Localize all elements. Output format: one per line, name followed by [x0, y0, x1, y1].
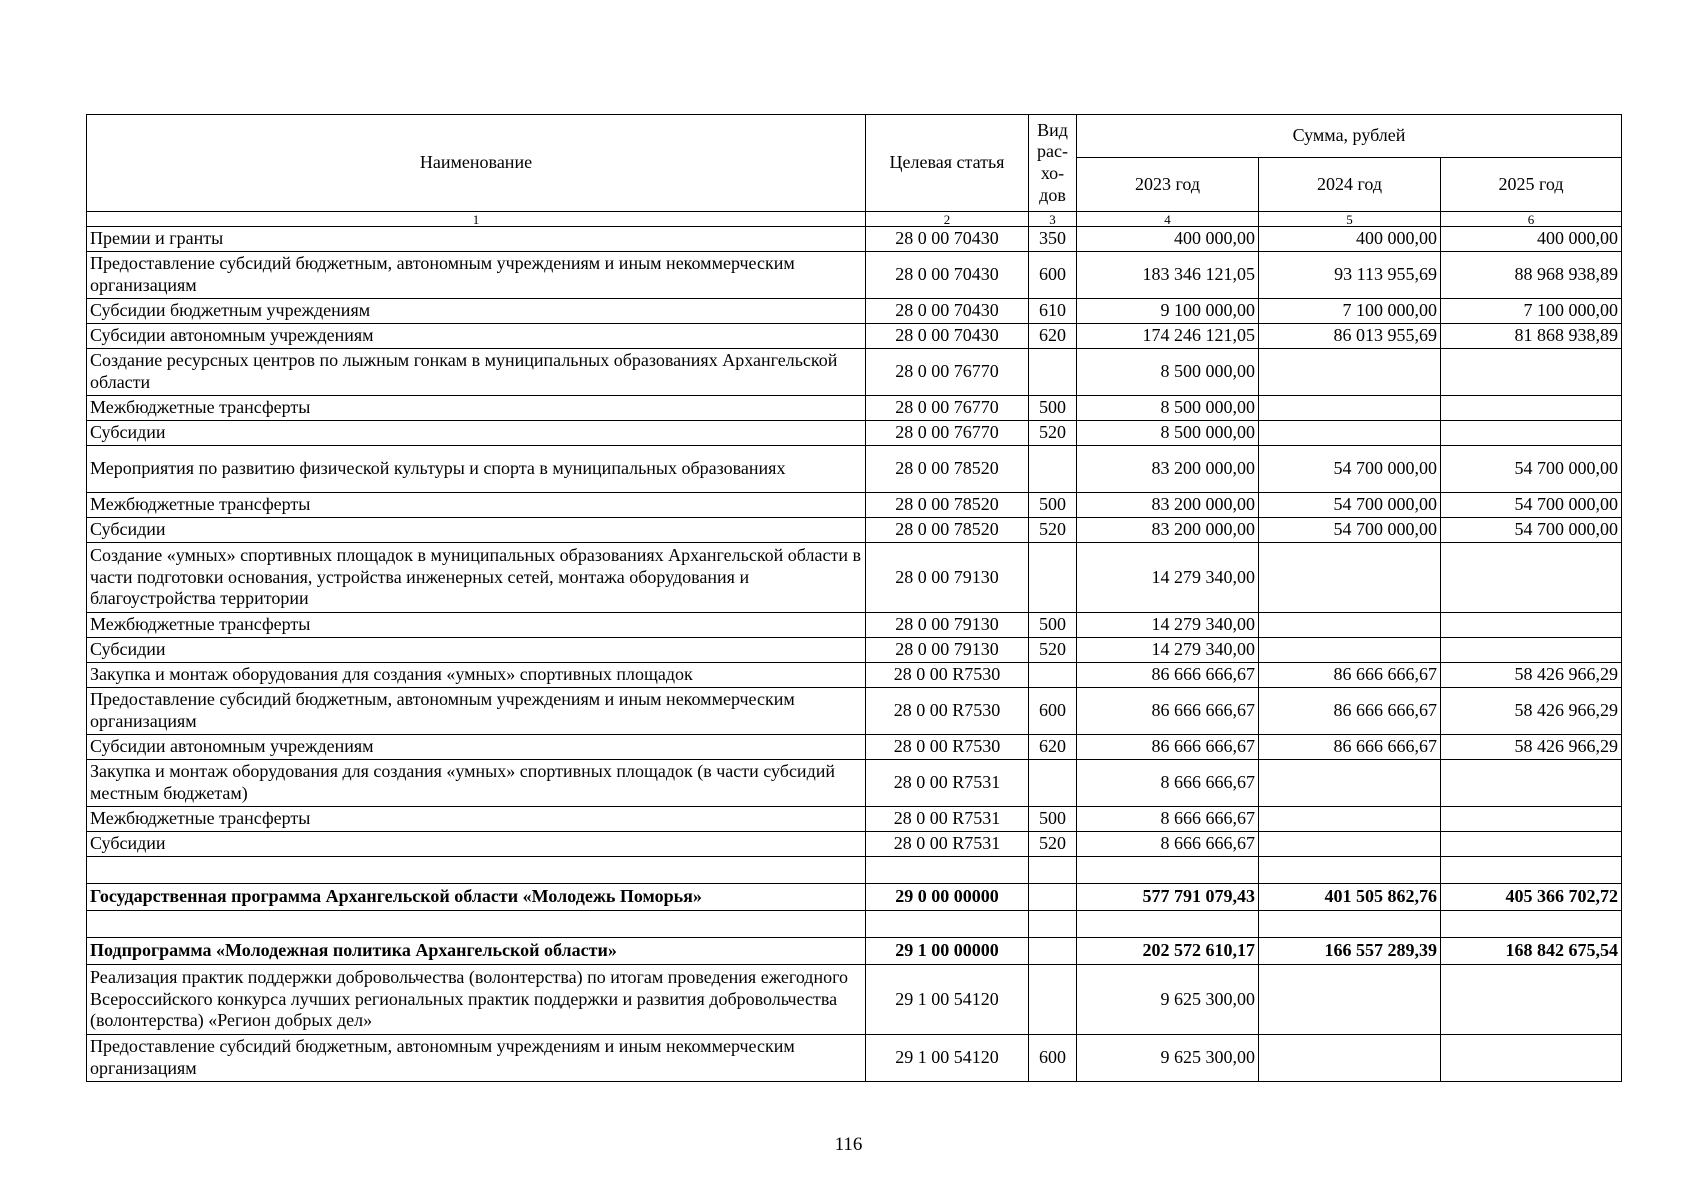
row-code: 29 0 00 00000	[866, 884, 1029, 911]
row-code: 28 0 00 76770	[866, 421, 1029, 446]
row-sum-2024: 54 700 000,00	[1259, 518, 1441, 543]
row-sum-2023: 14 279 340,00	[1077, 613, 1259, 638]
program-total-row	[87, 884, 1622, 911]
header-year-2023: 2023 год	[1077, 158, 1259, 212]
row-sum-2023: 8 666 666,67	[1077, 760, 1259, 807]
table-row	[87, 965, 1622, 1035]
row-code: 28 0 00 R7530	[866, 735, 1029, 760]
row-type: 600	[1029, 688, 1077, 735]
row-sum-2025	[1441, 965, 1622, 1035]
table-row	[87, 324, 1622, 349]
row-code: 28 0 00 R7531	[866, 760, 1029, 807]
row-sum-2025: 54 700 000,00	[1441, 518, 1622, 543]
row-type: 610	[1029, 299, 1077, 324]
row-type	[1029, 446, 1077, 493]
row-code: 28 0 00 R7531	[866, 807, 1029, 832]
row-type	[1029, 349, 1077, 396]
row-sum-2025: 168 842 675,54	[1441, 938, 1622, 965]
row-name: Реализация практик поддержки добровольчества (волонтерства) по итогам проведения ежегодного Всероссийского конкурса лучших региональных практик поддержки и развития добровольчества (волонтерства) «Регион добрых дел»	[87, 965, 866, 1035]
row-sum-2024	[1259, 349, 1441, 396]
row-name: Межбюджетные трансферты	[87, 613, 866, 638]
table-row	[87, 493, 1622, 518]
row-sum-2024	[1259, 421, 1441, 446]
table-row	[87, 446, 1622, 493]
row-sum-2023: 14 279 340,00	[1077, 543, 1259, 613]
row-sum-2023: 9 625 300,00	[1077, 965, 1259, 1035]
row-sum-2024	[1259, 638, 1441, 663]
row-sum-2024: 86 666 666,67	[1259, 663, 1441, 688]
row-sum-2023: 8 666 666,67	[1077, 807, 1259, 832]
row-sum-2023: 8 500 000,00	[1077, 396, 1259, 421]
row-sum-2025	[1441, 760, 1622, 807]
table-row	[87, 396, 1622, 421]
row-name: Субсидии автономным учреждениям	[87, 324, 866, 349]
row-code: 28 0 00 R7530	[866, 663, 1029, 688]
row-sum-2023: 86 666 666,67	[1077, 663, 1259, 688]
table-row	[87, 349, 1622, 396]
row-sum-2023: 400 000,00	[1077, 227, 1259, 252]
row-code: 28 0 00 76770	[866, 396, 1029, 421]
row-code: 28 0 00 70430	[866, 299, 1029, 324]
row-code: 28 0 00 78520	[866, 493, 1029, 518]
row-type: 520	[1029, 421, 1077, 446]
table-row	[87, 688, 1622, 735]
row-sum-2025	[1441, 1035, 1622, 1082]
table-row	[87, 421, 1622, 446]
row-sum-2024: 400 000,00	[1259, 227, 1441, 252]
row-sum-2025	[1441, 543, 1622, 613]
row-sum-2023: 14 279 340,00	[1077, 638, 1259, 663]
table-row	[87, 807, 1622, 832]
row-sum-2025: 7 100 000,00	[1441, 299, 1622, 324]
row-name: Субсидии	[87, 638, 866, 663]
row-name: Предоставление субсидий бюджетным, автономным учреждениям и иным некоммерческим организациям	[87, 1035, 866, 1082]
row-sum-2024	[1259, 396, 1441, 421]
table-row	[87, 543, 1622, 613]
row-type	[1029, 938, 1077, 965]
row-sum-2025	[1441, 421, 1622, 446]
row-type: 600	[1029, 252, 1077, 299]
row-type	[1029, 965, 1077, 1035]
header-code: Целевая статья	[866, 115, 1029, 212]
row-code: 28 0 00 76770	[866, 349, 1029, 396]
row-sum-2025	[1441, 832, 1622, 857]
row-sum-2024: 54 700 000,00	[1259, 493, 1441, 518]
row-type: 350	[1029, 227, 1077, 252]
table-row	[87, 252, 1622, 299]
row-code: 28 0 00 70430	[866, 324, 1029, 349]
row-type	[1029, 884, 1077, 911]
row-sum-2025: 405 366 702,72	[1441, 884, 1622, 911]
table-body	[87, 227, 1622, 1082]
row-type: 620	[1029, 735, 1077, 760]
table-row	[87, 663, 1622, 688]
table-row	[87, 518, 1622, 543]
header-type: Вид рас-хо-дов	[1029, 115, 1077, 212]
table-row	[87, 299, 1622, 324]
row-sum-2025: 88 968 938,89	[1441, 252, 1622, 299]
row-type: 520	[1029, 518, 1077, 543]
row-type	[1029, 543, 1077, 613]
row-type: 620	[1029, 324, 1077, 349]
row-sum-2025	[1441, 613, 1622, 638]
row-code: 28 0 00 79130	[866, 638, 1029, 663]
row-sum-2025: 54 700 000,00	[1441, 446, 1622, 493]
row-name: Создание ресурсных центров по лыжным гонкам в муниципальных образованиях Архангельской области	[87, 349, 866, 396]
row-name: Государственная программа Архангельской области «Молодежь Поморья»	[87, 884, 866, 911]
row-code: 29 1 00 54120	[866, 965, 1029, 1035]
row-type: 520	[1029, 832, 1077, 857]
row-name: Субсидии бюджетным учреждениям	[87, 299, 866, 324]
row-name: Закупка и монтаж оборудования для создания «умных» спортивных площадок (в части субсидий местным бюджетам)	[87, 760, 866, 807]
row-sum-2023: 8 666 666,67	[1077, 832, 1259, 857]
row-sum-2025: 58 426 966,29	[1441, 735, 1622, 760]
row-sum-2024	[1259, 1035, 1441, 1082]
row-code: 28 0 00 70430	[866, 227, 1029, 252]
table-row	[87, 227, 1622, 252]
row-name: Предоставление субсидий бюджетным, автономным учреждениям и иным некоммерческим организациям	[87, 252, 866, 299]
row-sum-2024	[1259, 760, 1441, 807]
row-sum-2025: 58 426 966,29	[1441, 663, 1622, 688]
row-sum-2024	[1259, 613, 1441, 638]
row-sum-2023: 83 200 000,00	[1077, 446, 1259, 493]
row-code: 28 0 00 78520	[866, 518, 1029, 543]
row-sum-2024: 54 700 000,00	[1259, 446, 1441, 493]
table-row	[87, 638, 1622, 663]
row-sum-2025	[1441, 807, 1622, 832]
row-type: 500	[1029, 613, 1077, 638]
row-sum-2023: 183 346 121,05	[1077, 252, 1259, 299]
row-code: 29 1 00 54120	[866, 1035, 1029, 1082]
row-name: Межбюджетные трансферты	[87, 807, 866, 832]
column-number: 3	[1029, 212, 1077, 227]
header-name: Наименование	[87, 115, 866, 212]
row-type: 520	[1029, 638, 1077, 663]
row-sum-2025	[1441, 396, 1622, 421]
row-sum-2024: 86 666 666,67	[1259, 688, 1441, 735]
row-sum-2024: 401 505 862,76	[1259, 884, 1441, 911]
row-sum-2024: 166 557 289,39	[1259, 938, 1441, 965]
column-number: 5	[1259, 212, 1441, 227]
row-sum-2025: 400 000,00	[1441, 227, 1622, 252]
page-number: 116	[834, 1134, 863, 1155]
table-row	[87, 760, 1622, 807]
row-type: 500	[1029, 396, 1077, 421]
row-sum-2024	[1259, 965, 1441, 1035]
row-code: 28 0 00 R7531	[866, 832, 1029, 857]
row-sum-2025: 54 700 000,00	[1441, 493, 1622, 518]
column-number: 2	[866, 212, 1029, 227]
row-sum-2025: 58 426 966,29	[1441, 688, 1622, 735]
row-name: Закупка и монтаж оборудования для создания «умных» спортивных площадок	[87, 663, 866, 688]
row-type	[1029, 760, 1077, 807]
row-sum-2023: 9 100 000,00	[1077, 299, 1259, 324]
blank-row	[87, 857, 1622, 884]
table-header	[87, 115, 1622, 227]
row-name: Создание «умных» спортивных площадок в муниципальных образованиях Архангельской области в части подготовки основания, устройства инженерных сетей, монтажа оборудования и благоустройства территории	[87, 543, 866, 613]
row-sum-2024	[1259, 832, 1441, 857]
column-number: 6	[1441, 212, 1622, 227]
row-code: 28 0 00 78520	[866, 446, 1029, 493]
row-sum-2025	[1441, 638, 1622, 663]
table-row	[87, 1035, 1622, 1082]
row-name: Субсидии	[87, 421, 866, 446]
row-type: 500	[1029, 493, 1077, 518]
row-name: Подпрограмма «Молодежная политика Архангельской области»	[87, 938, 866, 965]
row-code: 28 0 00 70430	[866, 252, 1029, 299]
row-name: Межбюджетные трансферты	[87, 493, 866, 518]
header-year-2025: 2025 год	[1441, 158, 1622, 212]
table-row	[87, 735, 1622, 760]
budget-table	[86, 114, 1622, 1082]
blank-row	[87, 911, 1622, 938]
row-sum-2023: 577 791 079,43	[1077, 884, 1259, 911]
row-code: 28 0 00 79130	[866, 543, 1029, 613]
row-sum-2023: 174 246 121,05	[1077, 324, 1259, 349]
row-sum-2023: 8 500 000,00	[1077, 349, 1259, 396]
row-sum-2024: 86 013 955,69	[1259, 324, 1441, 349]
row-sum-2023: 202 572 610,17	[1077, 938, 1259, 965]
row-name: Предоставление субсидий бюджетным, автономным учреждениям и иным некоммерческим организациям	[87, 688, 866, 735]
table-row	[87, 613, 1622, 638]
row-type: 600	[1029, 1035, 1077, 1082]
row-sum-2024: 86 666 666,67	[1259, 735, 1441, 760]
row-name: Субсидии	[87, 518, 866, 543]
column-number: 1	[87, 212, 866, 227]
row-name: Субсидии	[87, 832, 866, 857]
row-sum-2023: 9 625 300,00	[1077, 1035, 1259, 1082]
row-sum-2024: 93 113 955,69	[1259, 252, 1441, 299]
row-sum-2023: 83 200 000,00	[1077, 493, 1259, 518]
row-sum-2023: 8 500 000,00	[1077, 421, 1259, 446]
row-name: Межбюджетные трансферты	[87, 396, 866, 421]
subprogram-total-row	[87, 938, 1622, 965]
row-type: 500	[1029, 807, 1077, 832]
row-name: Мероприятия по развитию физической культуры и спорта в муниципальных образованиях	[87, 446, 866, 493]
row-sum-2024: 7 100 000,00	[1259, 299, 1441, 324]
row-sum-2023: 83 200 000,00	[1077, 518, 1259, 543]
row-name: Премии и гранты	[87, 227, 866, 252]
row-sum-2025: 81 868 938,89	[1441, 324, 1622, 349]
row-sum-2023: 86 666 666,67	[1077, 688, 1259, 735]
row-sum-2025	[1441, 349, 1622, 396]
header-year-2024: 2024 год	[1259, 158, 1441, 212]
row-sum-2023: 86 666 666,67	[1077, 735, 1259, 760]
row-sum-2024	[1259, 543, 1441, 613]
row-name: Субсидии автономным учреждениям	[87, 735, 866, 760]
row-type	[1029, 663, 1077, 688]
row-code: 28 0 00 R7530	[866, 688, 1029, 735]
row-code: 29 1 00 00000	[866, 938, 1029, 965]
header-sum: Сумма, рублей	[1077, 115, 1622, 158]
table-row	[87, 832, 1622, 857]
row-code: 28 0 00 79130	[866, 613, 1029, 638]
column-number: 4	[1077, 212, 1259, 227]
row-sum-2024	[1259, 807, 1441, 832]
